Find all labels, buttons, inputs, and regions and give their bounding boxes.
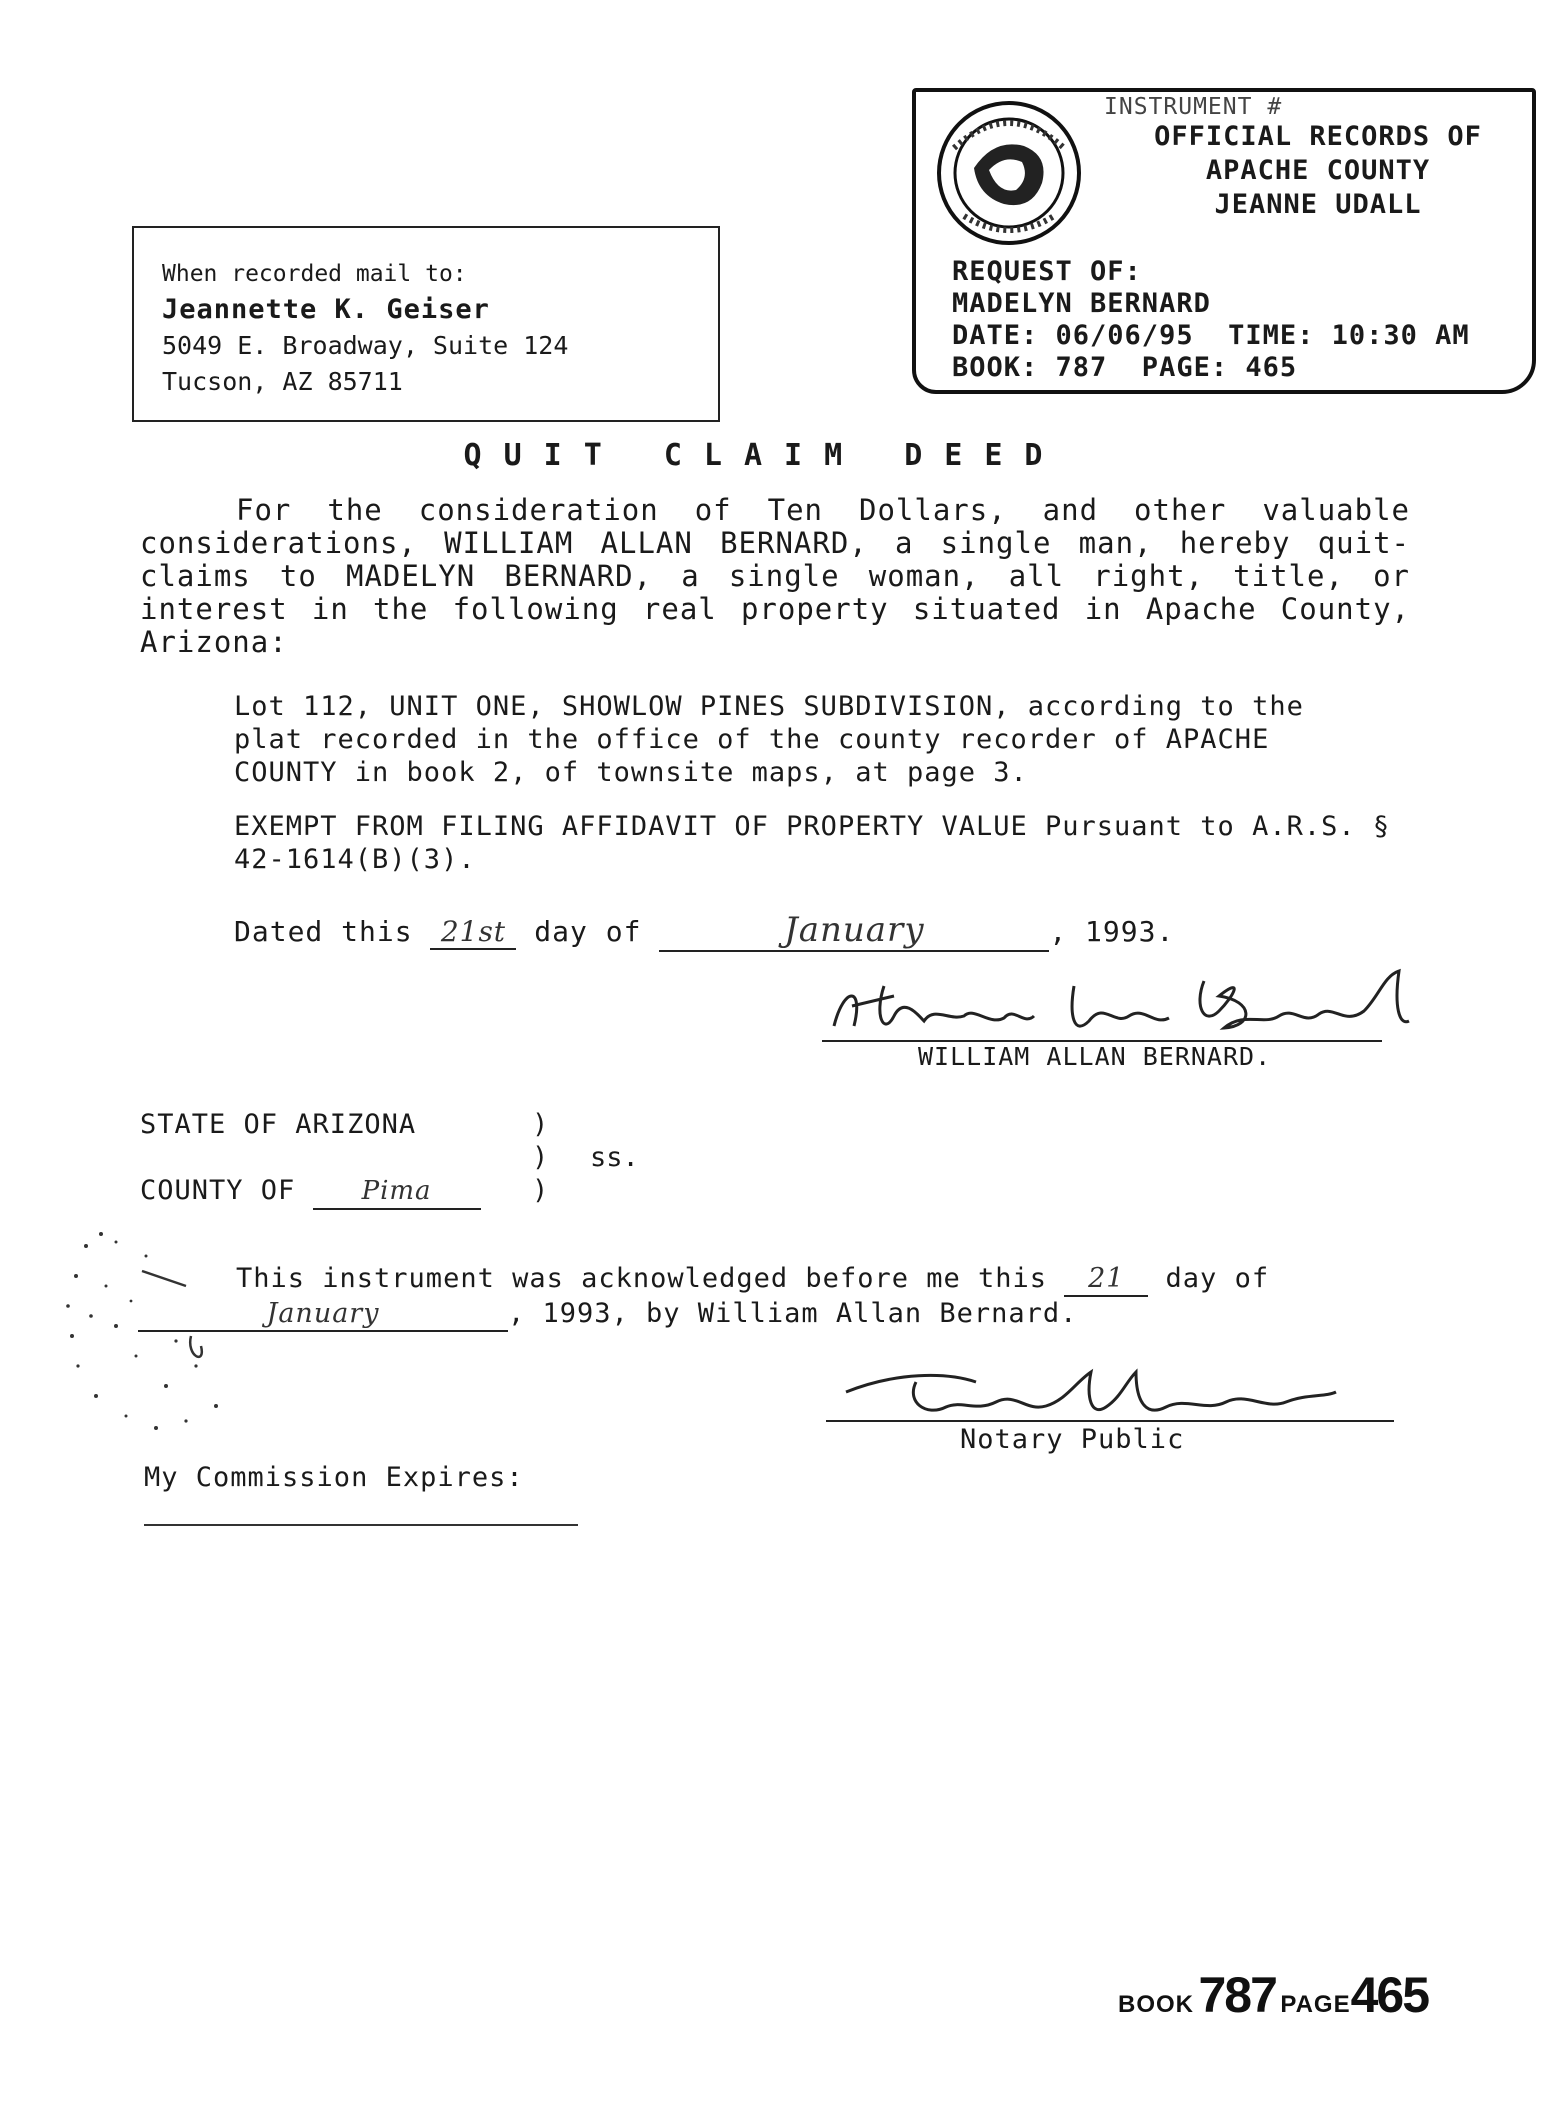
county-value-handwritten: Pima <box>313 1175 481 1210</box>
dated-day-handwritten: 21st <box>430 915 516 950</box>
official-records-block <box>1138 120 1498 222</box>
mail-to-name: Jeannette K. Geiser <box>162 294 490 325</box>
ss-label: ss. <box>590 1142 639 1173</box>
instrument-number-label: INSTRUMENT # <box>1104 94 1283 120</box>
book-page-footer <box>1118 1966 1428 2024</box>
conveyance-paragraph <box>140 494 1410 659</box>
grantor-signature-icon <box>824 966 1424 1046</box>
dated-month-handwritten: January <box>659 910 1049 952</box>
mail-to-address-line2: Tucson, AZ 85711 <box>162 367 403 396</box>
mail-to-box <box>132 226 720 422</box>
mail-to-heading: When recorded mail to: <box>162 261 467 287</box>
commission-expires-line <box>144 1524 578 1526</box>
recorder-name-line: JEANNE UDALL <box>1214 189 1422 220</box>
acknowledgment-block <box>236 1262 1416 1332</box>
document-title: QUIT CLAIM DEED <box>463 438 1065 473</box>
ack-mid: day of <box>1165 1263 1270 1294</box>
commission-expires-label: My Commission Expires: <box>144 1462 524 1493</box>
recording-date-time: DATE: 06/06/95 TIME: 10:30 AM <box>952 320 1470 351</box>
recording-request-block <box>952 256 1470 384</box>
county-label: COUNTY OF <box>140 1175 296 1206</box>
legal-description: Lot 112, UNIT ONE, SHOWLOW PINES SUBDIVISION, according to the plat recorded in the office of the county recorder of APACHE COUNTY in book 2, of townsite maps, at page 3. <box>234 691 1304 788</box>
book-number: 787 <box>1198 1967 1276 2023</box>
exemption-statement: EXEMPT FROM FILING AFFIDAVIT OF PROPERTY VALUE Pursuant to A.R.S. § 42-1614(B)(3). <box>234 811 1391 875</box>
dated-line <box>234 910 1174 952</box>
ack-day-handwritten: 21 <box>1064 1262 1148 1297</box>
notary-public-label: Notary Public <box>960 1424 1185 1455</box>
county-name-line: APACHE COUNTY <box>1205 155 1431 186</box>
page-number: 465 <box>1350 1967 1429 2023</box>
state-label: STATE OF ARIZONA <box>140 1109 417 1140</box>
conveyance-text: For the consideration of Ten Dollars, and other valuable considerations, WILLIAM ALLAN BERNARD, a single man, hereby quit-claims to MADELYN BERNARD, a single woman, all right, title, or interest in the following real property situated in Apache County, Arizona: <box>140 493 1410 659</box>
official-records-line: OFFICIAL RECORDS OF <box>1154 121 1482 152</box>
mail-to-address-line1: 5049 E. Broadway, Suite 124 <box>162 331 569 360</box>
ack-month-handwritten: January <box>138 1297 508 1332</box>
page-prefix: PAGE <box>1280 1991 1351 2018</box>
ack-prefix: This instrument was acknowledged before me this <box>236 1263 1048 1294</box>
notary-signature-icon <box>836 1362 1356 1426</box>
dated-prefix: Dated this <box>234 915 413 948</box>
dated-year: , 1993. <box>1049 915 1175 948</box>
recording-stamp <box>912 88 1536 394</box>
request-of-name: MADELYN BERNARD <box>952 288 1211 319</box>
dated-mid: day of <box>534 915 642 948</box>
request-of-label: REQUEST OF: <box>952 256 1142 287</box>
book-prefix: BOOK <box>1118 1991 1194 2018</box>
ack-suffix: , 1993, by William Allan Bernard. <box>508 1298 1078 1329</box>
county-seal-icon <box>934 98 1084 248</box>
recording-book-page: BOOK: 787 PAGE: 465 <box>952 352 1298 383</box>
venue-block: STATE OF ARIZONA ) ) COUNTY OF Pima ) <box>140 1108 481 1207</box>
notary-signature-line <box>826 1420 1394 1422</box>
grantor-name: WILLIAM ALLAN BERNARD. <box>918 1042 1272 1071</box>
